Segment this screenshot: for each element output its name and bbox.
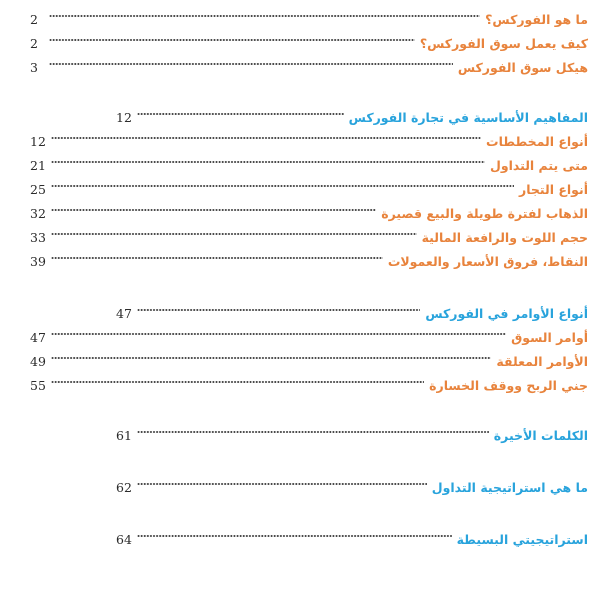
toc-entry-title: ما هو الفوركس؟: [485, 12, 588, 27]
leader-dots: [51, 122, 481, 146]
toc-page-number: 21: [30, 158, 46, 173]
leader-dots: [51, 194, 376, 218]
toc-group: [0, 416, 600, 443]
toc-page-number: 2: [30, 12, 38, 27]
toc-group: [0, 98, 600, 269]
toc-page-number: 2: [30, 36, 38, 51]
leader-dots: [49, 24, 415, 48]
toc-page-number: 49: [30, 354, 46, 369]
toc-page-number: 12: [116, 110, 132, 125]
leader-dots: [51, 318, 506, 342]
leader-dots: [51, 146, 485, 170]
toc-page-number: 3: [30, 60, 38, 75]
toc-section-entry[interactable]: [0, 194, 600, 221]
toc-entry-title: متى يتم التداول: [490, 158, 588, 173]
leader-dots: [51, 366, 424, 390]
toc-entry-title: أوامر السوق: [511, 330, 588, 345]
toc-section-entry[interactable]: [0, 0, 600, 27]
toc-page-number: 12: [30, 134, 46, 149]
toc-page-number: 32: [30, 206, 46, 221]
toc-page-number: 62: [116, 480, 132, 495]
toc-page-number: 55: [30, 378, 46, 393]
leader-dots: [137, 416, 489, 440]
leader-dots: [51, 170, 514, 194]
toc-page-number: 33: [30, 230, 46, 245]
toc-entry-title: هيكل سوق الفوركس: [457, 60, 588, 75]
toc-entry-title: استراتيجيتي البسيطة: [456, 532, 588, 547]
toc-group: [0, 0, 600, 75]
toc-entry-title: الذهاب لفترة طويلة والبيع قصيرة: [381, 206, 588, 221]
toc-entry-title: أنواع التجار: [519, 182, 588, 197]
leader-dots: [137, 468, 427, 492]
toc-group: [0, 520, 600, 547]
toc-entry-title: ما هي استراتيجية التداول: [431, 480, 588, 495]
toc-page-number: 25: [30, 182, 46, 197]
toc-entry-title: أنواع المخططات: [486, 134, 588, 149]
toc-page-number: 39: [30, 254, 46, 269]
toc-page-number: 47: [116, 306, 132, 321]
toc-group: [0, 294, 600, 393]
toc-group: [0, 468, 600, 495]
toc-chapter-entry[interactable]: [0, 520, 600, 547]
toc-entry-title: الأوامر المعلقة: [496, 354, 588, 369]
toc-section-entry[interactable]: [0, 342, 600, 369]
toc-chapter-entry[interactable]: [0, 416, 600, 443]
toc-entry-title: المفاهيم الأساسية في تجارة الفوركس: [348, 110, 588, 125]
leader-dots: [137, 520, 452, 544]
toc-page-number: 64: [116, 532, 132, 547]
toc-entry-title: النقاط، فروق الأسعار والعمولات: [387, 254, 588, 269]
toc-page-number: 61: [116, 428, 132, 443]
toc-entry-title: الكلمات الأخيرة: [493, 428, 588, 443]
toc-entry-title: كيف يعمل سوق الفوركس؟: [419, 36, 588, 51]
leader-dots: [51, 342, 491, 366]
leader-dots: [51, 218, 417, 242]
toc-chapter-entry[interactable]: [0, 468, 600, 495]
toc-entry-title: حجم اللوت والرافعة المالية: [421, 230, 588, 245]
toc-entry-title: جني الربح ووقف الخسارة: [429, 378, 588, 393]
toc-chapter-entry[interactable]: [0, 294, 600, 321]
toc-entry-title: أنواع الأوامر في الفوركس: [425, 306, 588, 321]
leader-dots: [137, 294, 420, 318]
leader-dots: [51, 242, 383, 266]
toc-section-entry[interactable]: [0, 170, 600, 197]
leader-dots: [49, 0, 480, 24]
toc-page-number: 47: [30, 330, 46, 345]
toc-chapter-entry[interactable]: [0, 98, 600, 125]
leader-dots: [49, 48, 453, 72]
leader-dots: [137, 98, 344, 122]
